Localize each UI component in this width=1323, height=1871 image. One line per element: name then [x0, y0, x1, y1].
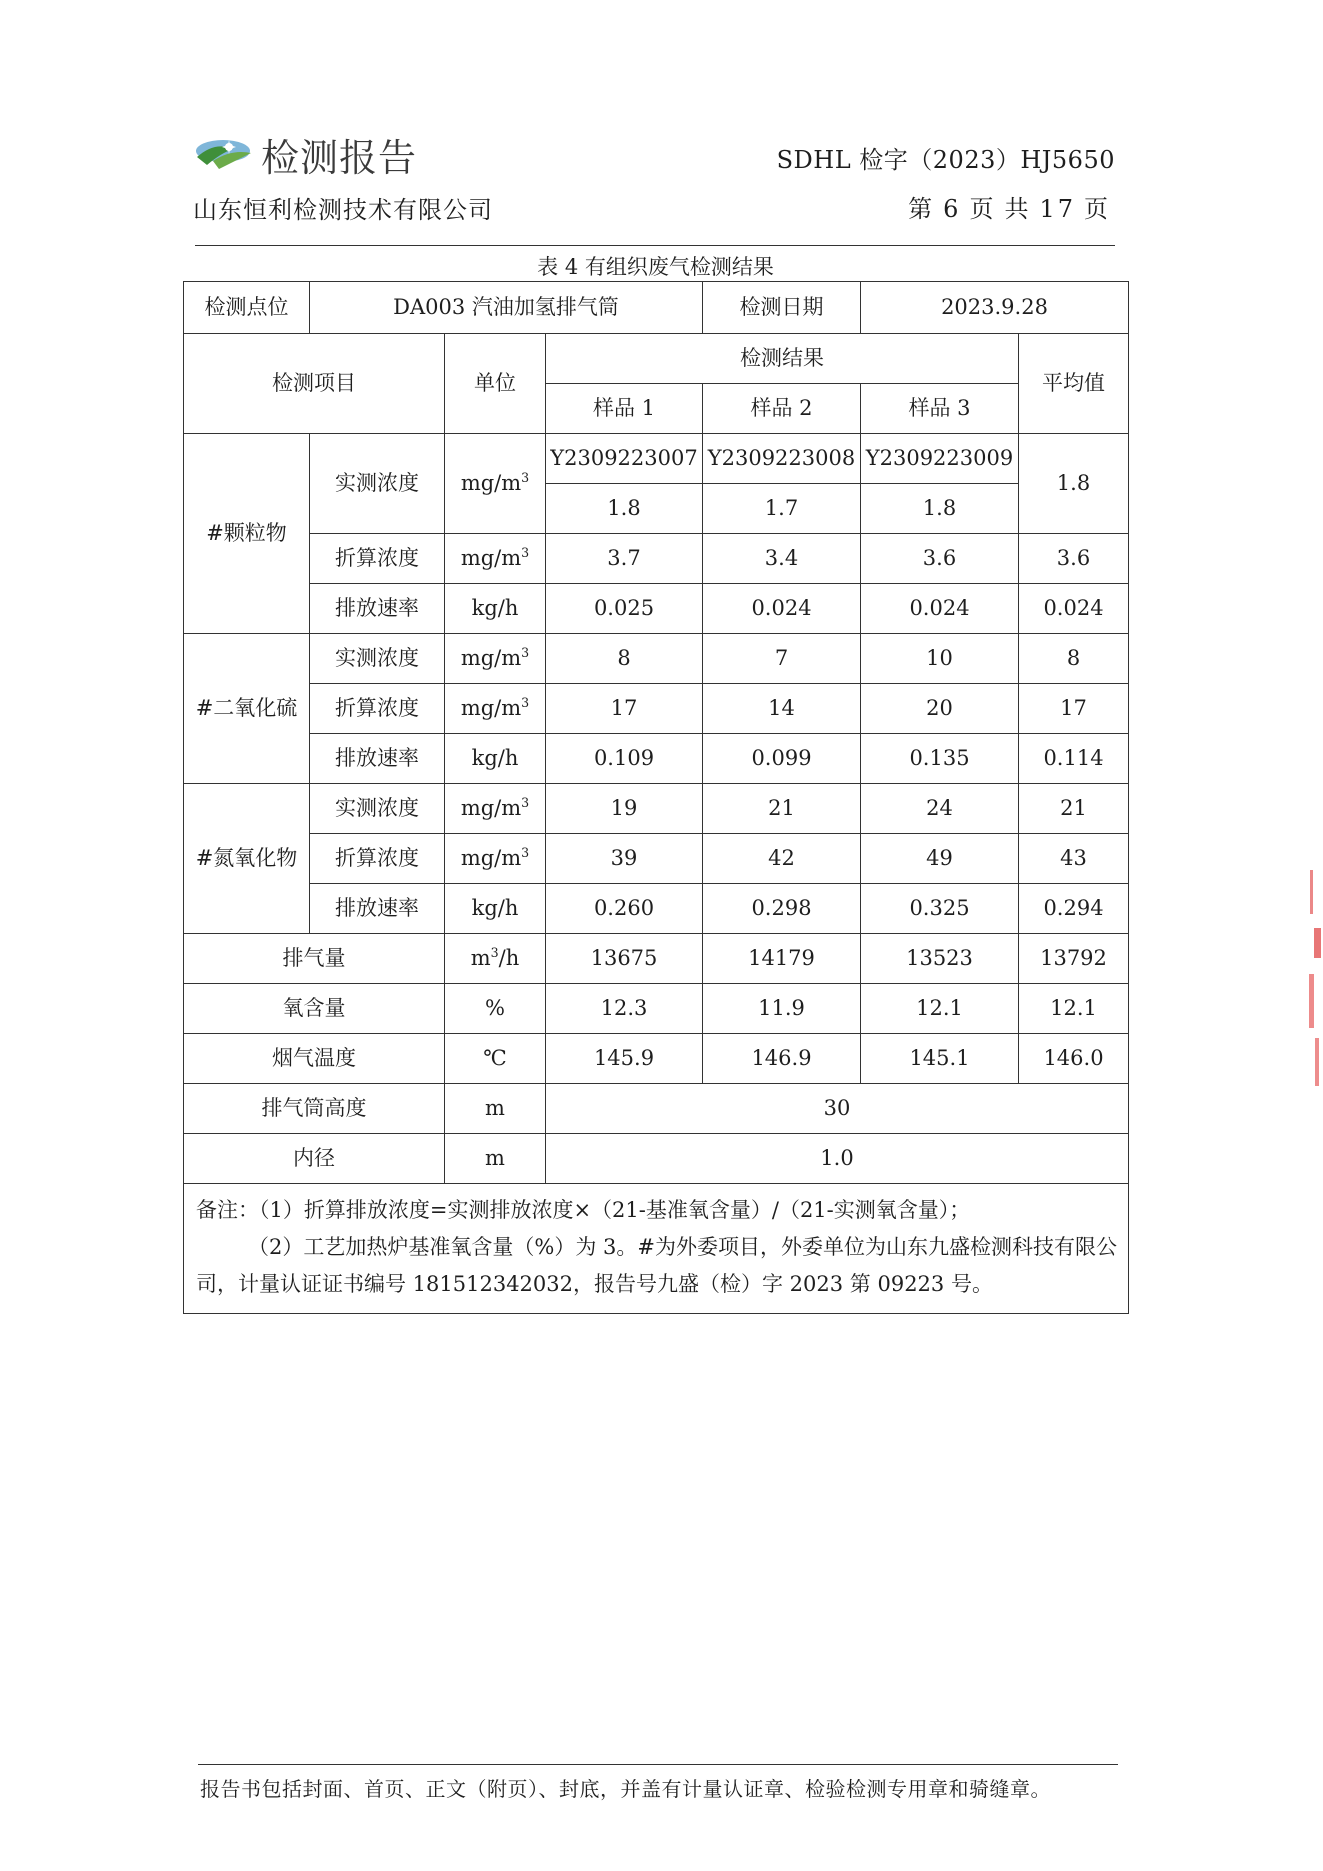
cell-value: 7 [703, 634, 861, 684]
cell-value: 19 [546, 784, 703, 834]
row-average: 8 [1019, 634, 1129, 684]
row-item: 排气量 [184, 934, 445, 984]
cell-value: 12.3 [546, 984, 703, 1034]
cell-value: 0.025 [546, 584, 703, 634]
cell-value: 0.135 [861, 734, 1019, 784]
results-table [183, 281, 1129, 1314]
cell-value: 49 [861, 834, 1019, 884]
cell-value: 39 [546, 834, 703, 884]
row-item: 排放速率 [310, 884, 445, 934]
row-item: 排放速率 [310, 584, 445, 634]
seal-edge-mark [1306, 870, 1323, 1090]
row-average: 0.024 [1019, 584, 1129, 634]
date-value: 2023.9.28 [861, 282, 1129, 334]
report-header-right [777, 140, 1115, 224]
row-average: 12.1 [1019, 984, 1129, 1034]
row-unit: m [445, 1134, 546, 1184]
page-current: 6 [943, 195, 962, 223]
table-row [184, 1134, 1129, 1184]
cell-value: 20 [861, 684, 1019, 734]
row-unit [445, 684, 546, 734]
note-line: 备注：（1）折算排放浓度=实测排放浓度×（21-基准氧含量）/（21-实测氧含量）； [196, 1198, 971, 1222]
page-label: 页 [969, 195, 997, 223]
company-name: 山东恒利检测技术有限公司 [193, 196, 493, 224]
row-average: 0.114 [1019, 734, 1129, 784]
cell-value: 42 [703, 834, 861, 884]
table-row [184, 1184, 1129, 1314]
row-average: 3.6 [1019, 534, 1129, 584]
table-row [184, 784, 1129, 834]
point-label: 检测点位 [184, 282, 310, 334]
cell-value: 17 [546, 684, 703, 734]
unit-text: mg/m [460, 795, 522, 820]
cell-value: 1.0 [546, 1134, 1129, 1184]
logo-row [193, 128, 493, 180]
cell-value: 1.8 [546, 484, 703, 534]
cell-value: 13523 [861, 934, 1019, 984]
cell-value: 146.9 [703, 1034, 861, 1084]
table-row [184, 434, 1129, 484]
cell-value: 13675 [546, 934, 703, 984]
header-unit: 单位 [445, 334, 546, 434]
table-row [184, 584, 1129, 634]
group-name: #二氧化硫 [184, 634, 310, 784]
header-results: 检测结果 [546, 334, 1019, 384]
row-item: 氧含量 [184, 984, 445, 1034]
row-item: 实测浓度 [310, 784, 445, 834]
table-row [184, 684, 1129, 734]
row-unit [445, 784, 546, 834]
cell-value: 0.099 [703, 734, 861, 784]
row-unit: m [445, 1084, 546, 1134]
cell-value: 30 [546, 1084, 1129, 1134]
cell-value: 3.7 [546, 534, 703, 584]
date-label: 检测日期 [703, 282, 861, 334]
cell-value: 1.7 [703, 484, 861, 534]
table-row [184, 634, 1129, 684]
table-row [184, 1034, 1129, 1084]
unit-sup: 3 [521, 469, 530, 485]
header-sample: 样品 2 [703, 384, 861, 434]
page-total: 17 [1039, 195, 1076, 223]
table-row [184, 1084, 1129, 1134]
cell-value: 12.1 [861, 984, 1019, 1034]
row-item: 排气筒高度 [184, 1084, 445, 1134]
row-average: 17 [1019, 684, 1129, 734]
unit-text: /h [498, 945, 520, 970]
unit-text: mg/m [460, 545, 522, 570]
cell-value: 1.8 [861, 484, 1019, 534]
table-notes [184, 1184, 1129, 1314]
row-average: 1.8 [1019, 434, 1129, 534]
row-item: 折算浓度 [310, 684, 445, 734]
row-item: 实测浓度 [310, 434, 445, 534]
table-row [184, 934, 1129, 984]
cell-value: 0.260 [546, 884, 703, 934]
cell-value: 145.9 [546, 1034, 703, 1084]
cell-value: 21 [703, 784, 861, 834]
table-caption: 表 4 有组织废气检测结果 [537, 255, 774, 279]
row-item: 实测浓度 [310, 634, 445, 684]
cell-value: 11.9 [703, 984, 861, 1034]
cell-value: 3.6 [861, 534, 1019, 584]
header-divider [195, 245, 1115, 246]
row-unit: kg/h [445, 734, 546, 784]
unit-text: mg/m [460, 695, 522, 720]
table-row [184, 834, 1129, 884]
row-item: 内径 [184, 1134, 445, 1184]
company-logo-icon [193, 131, 257, 177]
cell-value: 24 [861, 784, 1019, 834]
row-unit [445, 534, 546, 584]
row-unit [445, 434, 546, 534]
row-average: 146.0 [1019, 1034, 1129, 1084]
table-row [184, 984, 1129, 1034]
page-label: 页 [1084, 195, 1111, 223]
unit-sup: 3 [521, 794, 530, 810]
row-unit [445, 634, 546, 684]
unit-sup: 3 [490, 944, 499, 960]
group-name: #颗粒物 [184, 434, 310, 634]
row-average: 21 [1019, 784, 1129, 834]
unit-sup: 3 [521, 544, 530, 560]
page-label: 第 [908, 195, 936, 223]
footer-text: 报告书包括封面、首页、正文（附页）、封底，并盖有计量认证章、检验检测专用章和骑缝章。 [200, 1777, 1051, 1801]
cell-value: 0.024 [703, 584, 861, 634]
row-item: 折算浓度 [310, 834, 445, 884]
cell-value: 0.298 [703, 884, 861, 934]
row-average: 0.294 [1019, 884, 1129, 934]
row-item: 折算浓度 [310, 534, 445, 584]
row-unit [445, 834, 546, 884]
table-row [184, 534, 1129, 584]
note-line: （2）工艺加热炉基准氧含量（%）为 3。#为外委项目，外委单位为山东九盛检测科技有限公司，计量认证证书编号 181512342032，报告号九盛（检）字 2023 第 09223 号。 [196, 1235, 1117, 1296]
unit-sup: 3 [521, 844, 530, 860]
row-item: 烟气温度 [184, 1034, 445, 1084]
footer-divider [198, 1764, 1118, 1765]
report-header-left [193, 128, 493, 225]
cell-value: 3.4 [703, 534, 861, 584]
cell-value: 0.024 [861, 584, 1019, 634]
table-row [184, 282, 1129, 334]
row-unit: kg/h [445, 884, 546, 934]
row-unit: % [445, 984, 546, 1034]
table-row [184, 884, 1129, 934]
header-sample: 样品 3 [861, 384, 1019, 434]
table-row [184, 334, 1129, 384]
sample-id: Y2309223008 [703, 434, 861, 484]
row-average: 43 [1019, 834, 1129, 884]
cell-value: 14179 [703, 934, 861, 984]
cell-value: 10 [861, 634, 1019, 684]
unit-text: m [470, 945, 491, 970]
report-number: SDHL 检字（2023）HJ5650 [776, 146, 1115, 174]
sample-id: Y2309223007 [546, 434, 703, 484]
report-title: 检测报告 [261, 135, 418, 180]
cell-value: 8 [546, 634, 703, 684]
unit-text: mg/m [460, 470, 522, 495]
group-name: #氮氧化物 [184, 784, 310, 934]
cell-value: 145.1 [861, 1034, 1019, 1084]
point-value: DA003 汽油加氢排气筒 [310, 282, 703, 334]
row-average: 13792 [1019, 934, 1129, 984]
unit-text: mg/m [460, 845, 522, 870]
page-info [777, 189, 1115, 224]
cell-value: 0.325 [861, 884, 1019, 934]
cell-value: 14 [703, 684, 861, 734]
row-unit: kg/h [445, 584, 546, 634]
unit-sup: 3 [521, 644, 530, 660]
sample-id: Y2309223009 [861, 434, 1019, 484]
row-unit: ℃ [445, 1034, 546, 1084]
header-item: 检测项目 [184, 334, 445, 434]
header-average: 平均值 [1019, 334, 1129, 434]
page-label: 共 [1004, 195, 1032, 223]
row-unit [445, 934, 546, 984]
unit-text: mg/m [460, 645, 522, 670]
cell-value: 0.109 [546, 734, 703, 784]
table-row [184, 734, 1129, 784]
row-item: 排放速率 [310, 734, 445, 784]
unit-sup: 3 [521, 694, 530, 710]
header-sample: 样品 1 [546, 384, 703, 434]
